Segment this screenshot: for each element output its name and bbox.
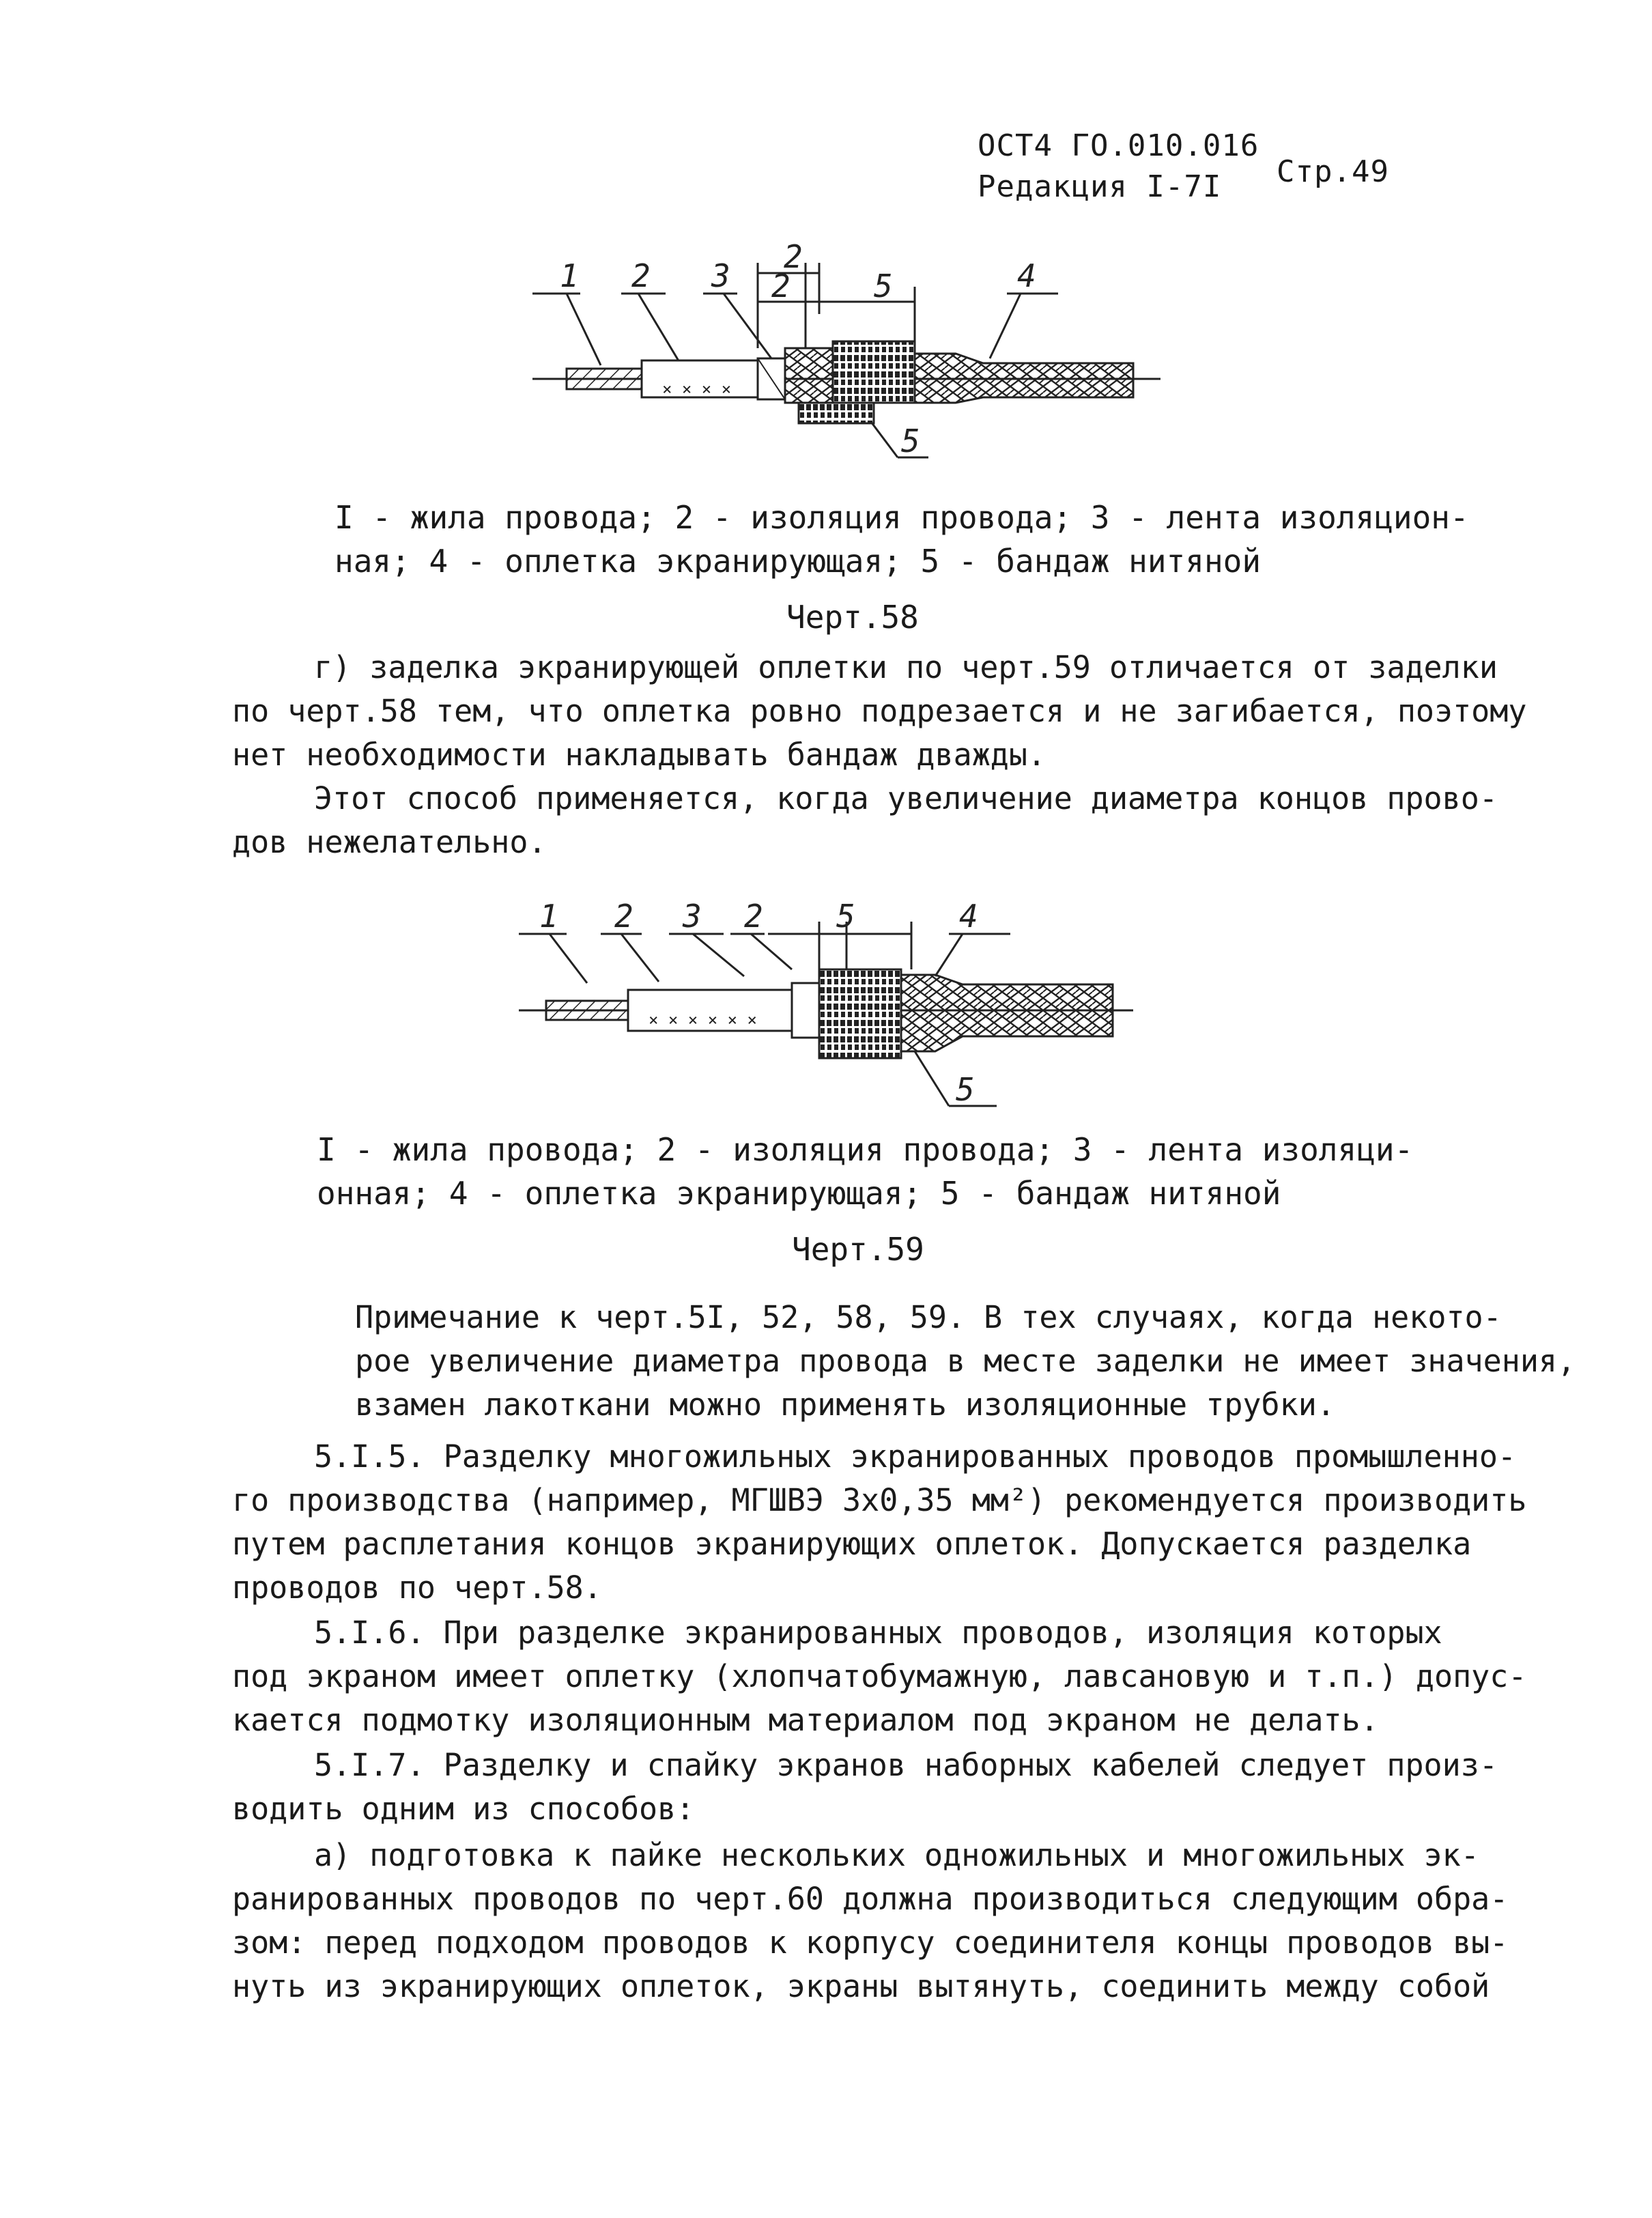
s516-line-3: кается подмотку изоляционным материалом под экраном не делать. — [232, 1702, 1379, 1738]
fig58-dim-5: 5 — [874, 268, 893, 304]
para-a-line-1: а) подготовка к пайке нескольких одножильных и многожильных эк- — [314, 1837, 1479, 1873]
s515-line-1: 5.I.5. Разделку многожильных экранированных проводов промышленно- — [314, 1438, 1516, 1475]
s516-line-2: под экраном имеет оплетку (хлопчатобумажную, лавсановую и т.п.) допус- — [232, 1658, 1527, 1694]
s515-line-2: го производства (например, МГШВЭ 3х0,35 мм²) рекомендуется производить — [232, 1482, 1527, 1518]
page-number: Стр.49 — [1277, 154, 1389, 189]
s517-line-2: водить одним из способов: — [232, 1791, 695, 1827]
note — [232, 1296, 1576, 1427]
para-a-line-3: зом: перед подходом проводов к корпусу соединителя концы проводов вы- — [232, 1924, 1509, 1961]
fig59-caption: Черт.59 — [792, 1231, 924, 1268]
paragraph-method — [232, 777, 1498, 864]
svg-text:× × × ×: × × × × — [662, 380, 732, 399]
para-a-line-2: ранированных проводов по черт.60 должна производиться следующим обра- — [232, 1881, 1509, 1917]
para-g-line-2: по черт.58 тем, что оплетка ровно подрезается и не загибается, поэтому — [232, 693, 1527, 729]
fig58-label-1: 1 — [560, 257, 579, 294]
para-g-line-1: г) заделка экранирующей оплетки по черт.59 отличается от заделки — [314, 649, 1498, 685]
fig58-caption: Черт.58 — [786, 599, 919, 636]
svg-text:× × × × × ×: × × × × × × — [649, 1010, 757, 1029]
fig59-label-5: 5 — [956, 1071, 975, 1108]
figure-59-diagram — [519, 887, 1174, 1120]
fig58-label-4: 4 — [1017, 257, 1036, 294]
para-g-line-3: нет необходимости накладывать бандаж дважды. — [232, 737, 1046, 773]
fig59-label-1: 1 — [539, 898, 558, 935]
para-method-line-1: Этот способ применяется, когда увеличение диаметра концов прово- — [314, 780, 1498, 816]
fig58-dim-2a: 2 — [784, 239, 803, 275]
section-5-1-5 — [232, 1435, 1527, 1610]
s515-line-4: проводов по черт.58. — [232, 1569, 602, 1606]
fig58-legend-line-2: ная; 4 - оплетка экранирующая; 5 - бандаж нитяной — [334, 543, 1262, 580]
note-line-1: Примечание к черт.5I, 52, 58, 59. В тех случаях, когда некото- — [355, 1299, 1502, 1335]
doc-code: ОСТ4 ГО.010.016 — [978, 128, 1259, 163]
note-line-2: рое увеличение диаметра провода в месте заделки не имеет значения, — [355, 1343, 1576, 1379]
para-method-line-2: дов нежелательно. — [232, 824, 547, 860]
fig59-legend-line-1: I - жила провода; 2 - изоляция провода; 3 - лента изоляци- — [317, 1131, 1414, 1168]
section-5-1-6 — [232, 1611, 1527, 1742]
section-5-1-7 — [232, 1744, 1498, 1831]
s515-line-3: путем расплетания концов экранирующих оплеток. Допускается разделка — [232, 1526, 1472, 1562]
fig58-dim-2b: 2 — [771, 268, 791, 304]
fig59-label-3: 3 — [683, 898, 702, 935]
s516-line-1: 5.I.6. При разделке экранированных проводов, изоляция которых — [314, 1615, 1442, 1651]
fig59-label-2: 2 — [614, 898, 633, 935]
fig58-label-3: 3 — [711, 257, 730, 294]
paragraph-a — [232, 1834, 1509, 2008]
figure-58-diagram — [519, 239, 1174, 471]
s517-line-1: 5.I.7. Разделку и спайку экранов наборных кабелей следует произ- — [314, 1747, 1498, 1783]
fig59-dim-5: 5 — [836, 898, 855, 935]
fig58-legend-line-1: I - жила провода; 2 - изоляция провода; 3 - лента изоляцион- — [334, 499, 1469, 536]
paragraph-g — [232, 646, 1527, 777]
fig59-label-4: 4 — [959, 898, 978, 935]
note-line-3: взамен лакоткани можно применять изоляционные трубки. — [355, 1387, 1335, 1423]
fig58-label-5: 5 — [901, 423, 920, 459]
fig58-label-2: 2 — [631, 257, 651, 294]
fig59-dim-2: 2 — [744, 898, 763, 935]
para-a-line-4: нуть из экранирующих оплеток, экраны вытянуть, соединить между собой — [232, 1968, 1490, 2004]
edition: Редакция I-7I — [978, 169, 1222, 204]
fig59-legend-line-2: онная; 4 - оплетка экранирующая; 5 - бандаж нитяной — [317, 1175, 1281, 1212]
